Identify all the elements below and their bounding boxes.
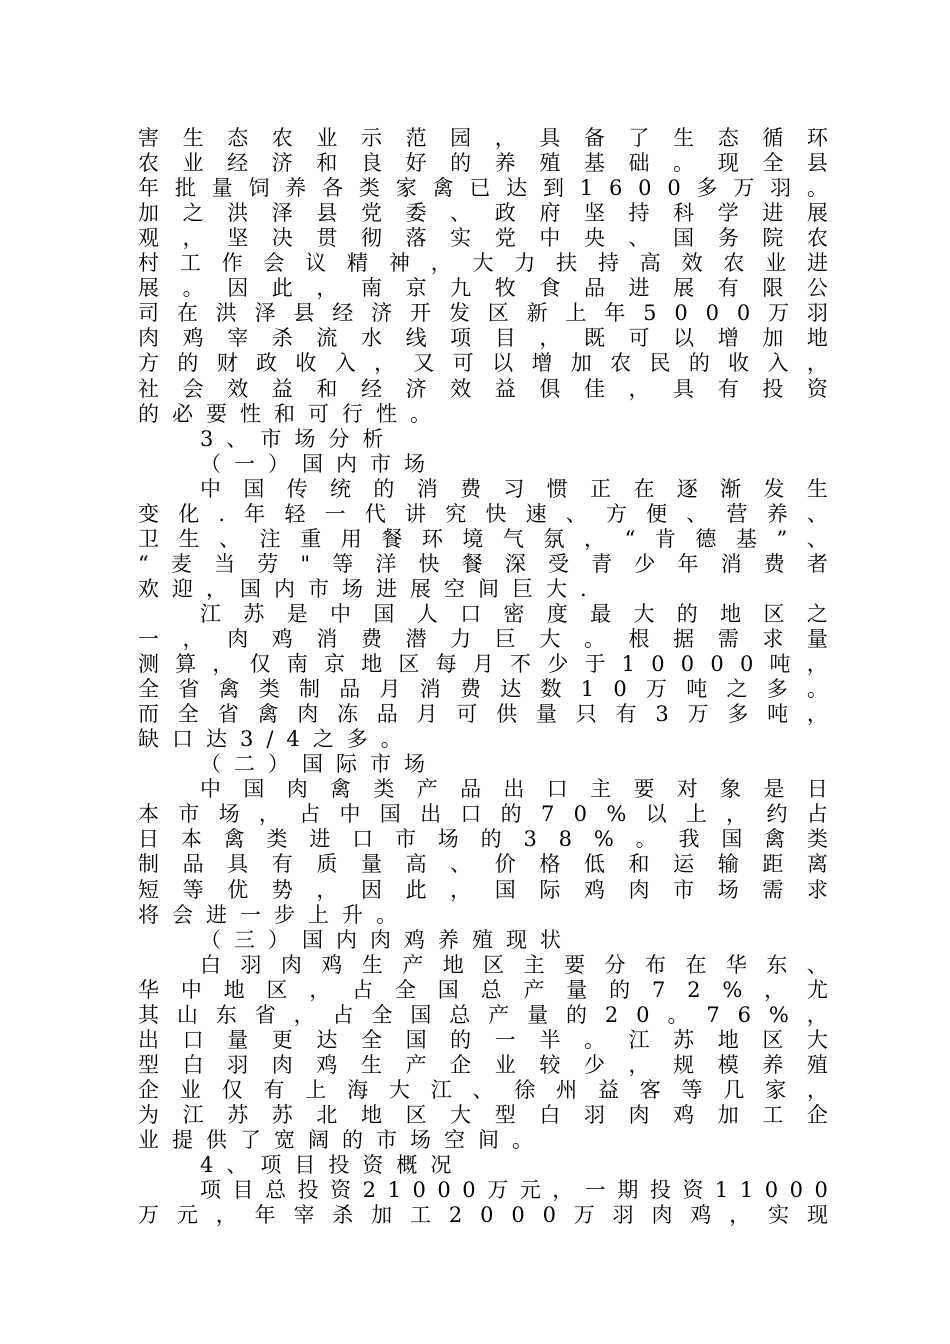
text-line: 制 品 具 有 质 量 高 、 价 格 低 和 运 输 距 离: [138, 852, 828, 877]
text-line: 缺口达3/4之多。: [138, 727, 415, 752]
text-line: “ 麦 当 劳 " 等 洋 快 餐 深 受 青 少 年 消 费 者: [138, 551, 828, 576]
text-line: 全 省 禽 类 制 品 月 消 费 达 数 1 0 万 吨 之 多 。: [138, 677, 828, 702]
text-line: 展 。 因 此 ， 南 京 九 牧 食 品 进 展 有 限 公: [138, 276, 828, 301]
text-line: 农 业 经 济 和 良 好 的 养 殖 基 础 。 现 全 县: [138, 151, 828, 176]
text-line: 中 国 肉 禽 类 产 品 出 口 主 要 对 象 是 日: [200, 777, 828, 802]
text-line: （二）国际市场: [200, 752, 438, 777]
text-line: 白 羽 肉 鸡 生 产 地 区 主 要 分 布 在 华 东 、: [200, 952, 828, 977]
text-line: 卫 生 、 注 重 用 餐 环 境 气 氛 ， “ 肯 德 基 ” 、: [138, 526, 828, 551]
text-line: 企 业 仅 有 上 海 大 江 、 徐 州 益 客 等 几 家 ，: [138, 1077, 828, 1102]
text-line: 4、项目投资概况: [200, 1153, 465, 1178]
text-line: 出 口 量 更 达 全 国 的 一 半 。 江 苏 地 区 大: [138, 1027, 828, 1052]
text-line: 日 本 禽 类 进 口 市 场 的 3 8 % 。 我 国 禽 类: [138, 827, 828, 852]
text-line: 江 苏 是 中 国 人 口 密 度 最 大 的 地 区 之: [200, 601, 828, 626]
text-line: （三）国内肉鸡养殖现状: [200, 927, 574, 952]
text-line: 村 工 作 会 议 精 神 ， 大 力 扶 持 高 效 农 业 进: [138, 251, 828, 276]
text-line: 年 批 量 饲 养 各 类 家 禽 已 达 到 1 6 0 0 多 万 羽 。: [138, 176, 828, 201]
text-line: 本 市 场 ， 占 中 国 出 口 的 7 0 % 以 上 ， 约 占: [138, 802, 828, 827]
text-line: 项 目 总 投 资 2 1 0 0 0 万 元 ， 一 期 投 资 1 1 0 0 0: [200, 1178, 828, 1203]
text-line: 万 元 ， 年 宰 杀 加 工 2 0 0 0 万 羽 肉 鸡 ， 实 现: [138, 1203, 828, 1228]
text-line: 中 国 传 统 的 消 费 习 惯 正 在 逐 渐 发 生: [200, 476, 828, 501]
text-line: 欢迎，国内市场进展空间巨大.: [138, 576, 600, 601]
text-line: 3、市场分析: [200, 426, 397, 451]
text-line: 的必要性和可行性。: [138, 401, 444, 426]
text-line: 短 等 优 势 ， 因 此 ， 国 际 鸡 肉 市 场 需 求: [138, 877, 828, 902]
text-line: 肉 鸡 宰 杀 流 水 线 项 目 ， 既 可 以 增 加 地: [138, 326, 828, 351]
text-line: 业提供了宽阔的市场空间。: [138, 1128, 546, 1152]
text-line: 型 白 羽 肉 鸡 生 产 企 业 较 少 ， 规 模 养 殖: [138, 1052, 828, 1077]
text-line: 方 的 财 政 收 入 ， 又 可 以 增 加 农 民 的 收 入 ，: [138, 351, 828, 376]
text-line: 社 会 效 益 和 经 济 效 益 俱 佳 ， 具 有 投 资: [138, 376, 828, 401]
text-line: 害 生 态 农 业 示 范 园 ， 具 备 了 生 态 循 环: [138, 126, 828, 150]
text-line: 测 算 ， 仅 南 京 地 区 每 月 不 少 于 1 0 0 0 0 吨 ，: [138, 652, 828, 677]
text-line: 观 ， 坚 决 贯 彻 落 实 党 中 央 、 国 务 院 农: [138, 226, 828, 251]
text-line: 而 全 省 禽 肉 冻 品 月 可 供 量 只 有 3 万 多 吨 ，: [138, 702, 828, 727]
text-line: （一）国内市场: [200, 451, 438, 476]
text-line: 其 山 东 省 ， 占 全 国 总 产 量 的 2 0 。 7 6 % ，: [138, 1002, 828, 1027]
text-line: 为 江 苏 苏 北 地 区 大 型 白 羽 肉 鸡 加 工 企: [138, 1102, 828, 1127]
text-line: 变 化 . 年 轻 一 代 讲 究 快 速 、 方 便 、 营 养 、: [138, 501, 828, 526]
text-line: 将会进一步上升。: [138, 902, 410, 927]
text-line: 华 中 地 区 ， 占 全 国 总 产 量 的 7 2 % ， 尤: [138, 977, 828, 1002]
text-line: 加 之 洪 泽 县 党 委 、 政 府 坚 持 科 学 进 展: [138, 201, 828, 226]
text-line: 一 ， 肉 鸡 消 费 潜 力 巨 大 。 根 据 需 求 量: [138, 627, 828, 651]
text-line: 司 在 洪 泽 县 经 济 开 发 区 新 上 年 5 0 0 0 万 羽: [138, 301, 828, 326]
